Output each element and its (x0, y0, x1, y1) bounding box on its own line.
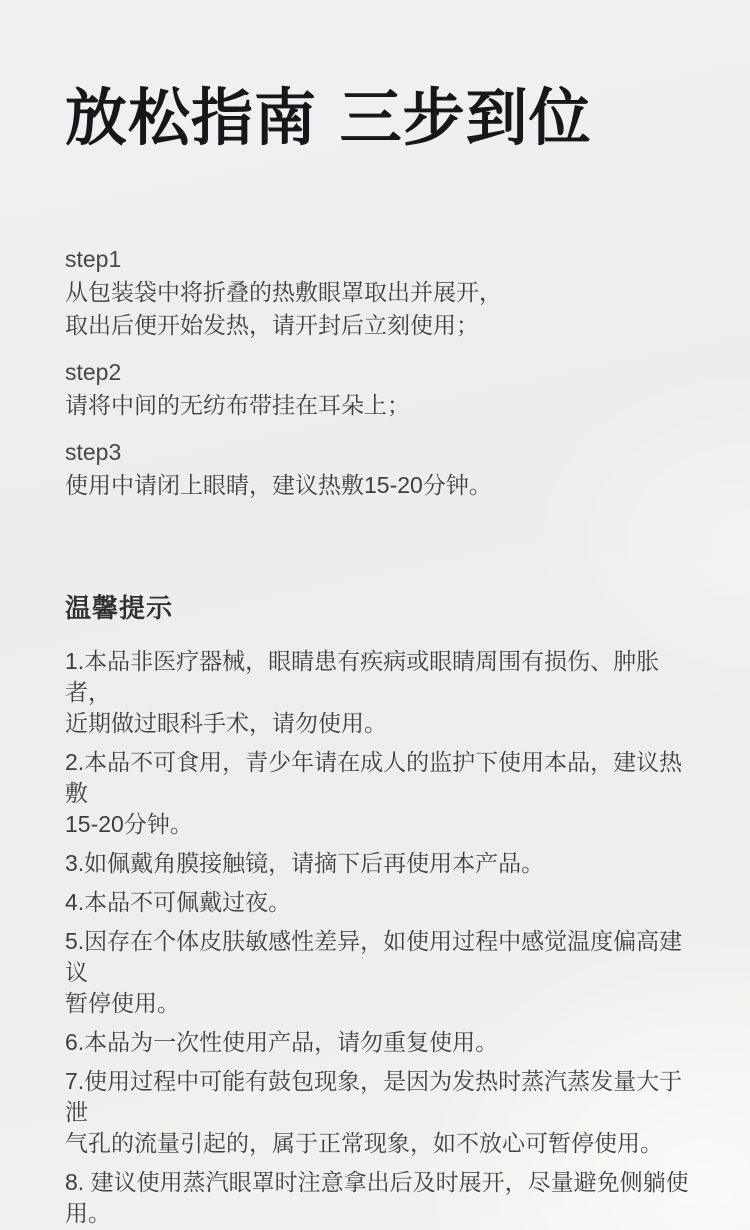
tip-3-line: 3.如佩戴角膜接触镜，请摘下后再使用本产品。 (65, 850, 545, 877)
tip-item-6 (65, 1027, 690, 1058)
tip-item-1 (65, 646, 690, 739)
tip-7-line: 7.使用过程中可能有鼓包现象，是因为发热时蒸汽蒸发量大于泄 (65, 1068, 683, 1126)
tip-item-3 (65, 848, 690, 879)
step-3-block (65, 436, 690, 502)
tips-heading: 温馨提示 (65, 593, 174, 624)
tip-8-line: 8. 建议使用蒸汽眼罩时注意拿出后及时展开，尽量避免侧躺使用。 (65, 1169, 689, 1227)
step-1-text-line: 从包装袋中将折叠的热敷眼罩取出并展开， (65, 279, 502, 306)
tip-item-7 (65, 1066, 690, 1159)
tip-item-8 (65, 1167, 690, 1229)
step-2-label: step2 (65, 359, 122, 386)
step-2-block (65, 356, 690, 422)
tip-item-5 (65, 926, 690, 1019)
tip-5-line: 5.因存在个体皮肤敏感性差异，如使用过程中感觉温度偏高建议 (65, 928, 683, 986)
tip-item-2 (65, 747, 690, 840)
step-1-text-line: 取出后便开始发热，请开封后立刻使用； (65, 312, 479, 339)
step-1-block (65, 243, 690, 342)
step-3-label: step3 (65, 439, 122, 466)
tip-1-line: 1.本品非医疗器械，眼睛患有疾病或眼睛周围有损伤、肿胀者， (65, 648, 660, 706)
tip-2-line: 15-20分钟。 (65, 811, 193, 838)
tips-section (65, 591, 690, 1229)
tip-1-line: 近期做过眼科手术，请勿使用。 (65, 710, 387, 737)
step-1-label: step1 (65, 246, 122, 273)
steps-section (65, 243, 690, 502)
tip-2-line: 2.本品不可食用，青少年请在成人的监护下使用本品，建议热敷 (65, 749, 683, 807)
tip-item-4 (65, 887, 690, 918)
page-title: 放松指南 三步到位 (65, 81, 592, 154)
step-2-text-line: 请将中间的无纺布带挂在耳朵上； (65, 392, 410, 419)
tip-7-line: 气孔的流量引起的，属于正常现象，如不放心可暂停使用。 (65, 1130, 663, 1157)
tip-6-line: 6.本品为一次性使用产品，请勿重复使用。 (65, 1029, 499, 1056)
step-3-text-line: 使用中请闭上眼睛，建议热敷15-20分钟。 (65, 472, 492, 499)
tip-4-line: 4.本品不可佩戴过夜。 (65, 889, 292, 916)
tip-5-line: 暂停使用。 (65, 990, 180, 1017)
